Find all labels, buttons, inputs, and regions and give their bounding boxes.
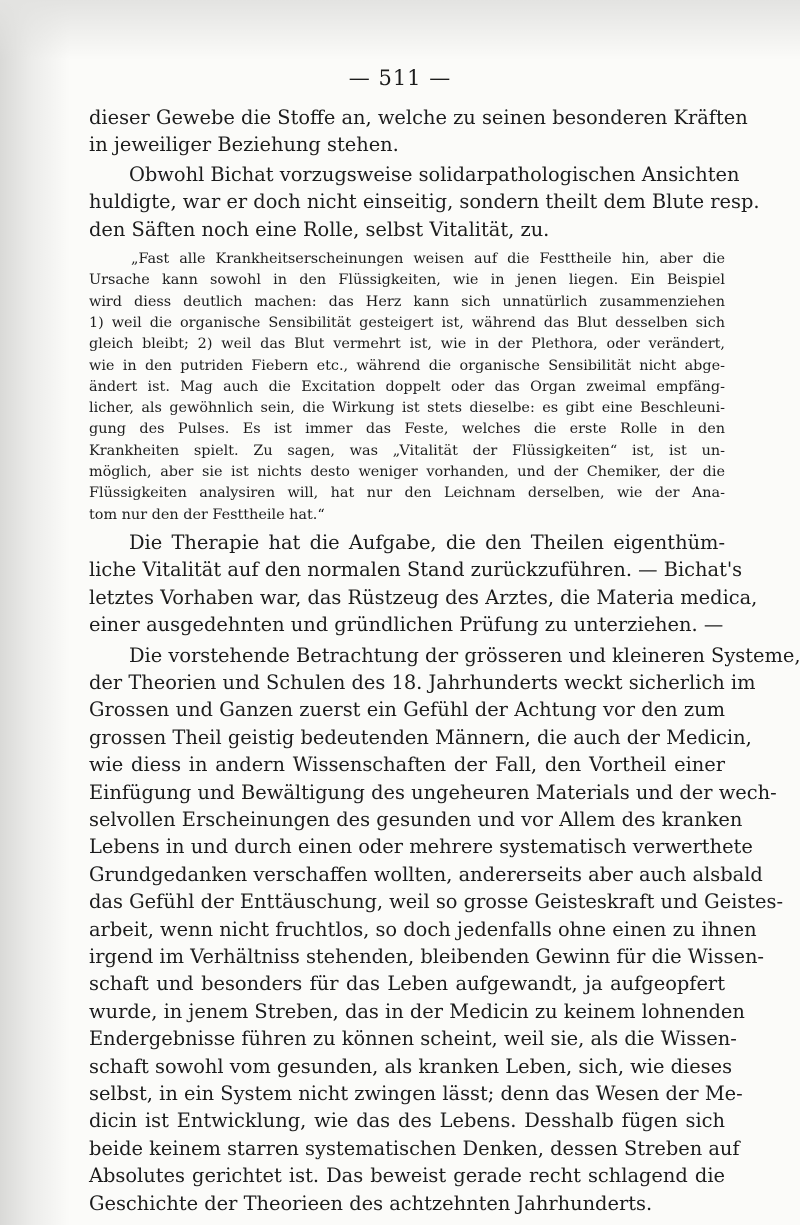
text-line: selvollen Erscheinungen des gesunden und vor Allem des kranken [89, 807, 743, 831]
text-line: Ursache kann sowohl in den Flüssigkeiten, wie in jenen liegen. Ein Beispiel [89, 272, 725, 289]
top-edge-shadow [0, 0, 800, 60]
text-line: Endergebnisse führen zu können scheint, weil sie, als die Wissen- [89, 1027, 737, 1051]
text-line: liche Vitalität auf den normalen Stand zurückzuführen. — Bichat's [89, 558, 743, 582]
text-line: Grossen und Ganzen zuerst ein Gefühl der Achtung vor den zum [89, 698, 725, 722]
text-line: Einfügung und Bewältigung des ungeheuren Materials und der wech- [89, 780, 777, 804]
text-line: das Gefühl der Enttäuschung, weil so grosse Geisteskraft und Geistes- [89, 890, 784, 914]
text-line: huldigte, war er doch nicht einseitig, sondern theilt dem Blute resp. [89, 190, 760, 214]
page-number: — 511 — [348, 66, 452, 90]
text-line: Obwohl Bichat vorzugsweise solidarpathologischen Ansichten [129, 162, 740, 186]
text-line: beide keinem starren systematischen Denken, dessen Streben auf [89, 1136, 740, 1160]
text-line: Absolutes gerichtet ist. Das beweist gerade recht schlagend die [89, 1164, 725, 1188]
text-line: wie in den putriden Fiebern etc., während die organische Sensibilität nicht abge- [89, 357, 725, 374]
text-line: der Theorien und Schulen des 18. Jahrhunderts weckt sicherlich im [89, 670, 756, 694]
text-line: wurde, in jenem Streben, das in der Medicin zu keinem lohnenden [89, 999, 745, 1023]
text-line: irgend im Verhältniss stehenden, bleibenden Gewinn für die Wissen- [89, 944, 764, 968]
text-line: Lebens in und durch einen oder mehrere systematisch verwerthete [89, 835, 753, 859]
text-line: in jeweiliger Beziehung stehen. [89, 133, 399, 157]
text-line: „Fast alle Krankheitserscheinungen weisen auf die Festtheile hin, aber die [131, 251, 725, 268]
paragraph [89, 642, 801, 1218]
text-line: grossen Theil geistig bedeutenden Männern, die auch der Medicin, [89, 725, 752, 749]
text-line: möglich, aber sie ist nichts desto weniger vorhanden, und der Chemiker, der die [89, 464, 725, 480]
text-line: Flüssigkeiten analysiren will, hat nur den Leichnam derselben, wie der Ana- [89, 485, 725, 502]
text-line: Die Therapie hat die Aufgabe, die den Theilen eigenthüm- [129, 530, 725, 554]
text-line: 1) weil die organische Sensibilität gesteigert ist, während das Blut desselben sich [89, 314, 725, 331]
text-line: wie diess in andern Wissenschaften der Fall, den Vortheil einer [89, 753, 725, 777]
text-line: schaft sowohl vom gesunden, als kranken Leben, sich, wie dieses [89, 1054, 733, 1078]
text-line: Krankheiten spielt. Zu sagen, was „Vitalität der Flüssigkeiten“ ist, ist un- [89, 442, 725, 459]
text-line: Die vorstehende Betrachtung der grösseren und kleineren Systeme, [129, 643, 801, 667]
text-line: tom nur den der Festtheile hat.“ [89, 506, 325, 523]
text-line: licher, als gewöhnlich sein, die Wirkung ist stets dieselbe: es gibt eine Beschleuni- [89, 400, 725, 417]
text-line: dieser Gewebe die Stoffe an, welche zu seinen besonderen Kräften [89, 106, 748, 129]
text-line: selbst, in ein System nicht zwingen lässt; denn das Wesen der Me- [89, 1082, 743, 1106]
text-line: dicin ist Entwicklung, wie das des Lebens. Desshalb fügen sich [89, 1109, 725, 1133]
binding-shadow [0, 0, 70, 1225]
text-line: ändert ist. Mag auch die Excitation doppelt oder das Organ zweimal empfäng- [89, 378, 725, 395]
text-line: Grundgedanken verschaffen wollten, andererseits aber auch alsbald [89, 862, 763, 886]
quotation-paragraph [89, 249, 725, 526]
text-line: gung des Pulses. Es ist immer das Feste, welches die erste Rolle in den [89, 421, 725, 438]
paragraph [89, 161, 760, 243]
text-line: gleich bleibt; 2) weil das Blut vermehrt ist, wie in der Plethora, oder verändert, [89, 336, 725, 353]
text-line: einer ausgedehnten und gründlichen Prüfung zu unterziehen. — [89, 613, 724, 637]
text-line: letztes Vorhaben war, das Rüstzeug des Arztes, die Materia medica, [89, 585, 758, 609]
text-line: arbeit, wenn nicht fruchtlos, so doch jedenfalls ohne einen zu ihnen [89, 917, 757, 941]
text-line: wird diess deutlich machen: das Herz kann sich unnatürlich zusammenziehen [89, 293, 725, 310]
body-text [89, 104, 801, 1217]
text-line: schaft und besonders für das Leben aufgewandt, ja aufgeopfert [89, 972, 725, 996]
paragraph [89, 104, 748, 159]
text-line: Geschichte der Theorieen des achtzehnten Jahrhunderts. [89, 1191, 653, 1215]
paragraph [89, 529, 758, 639]
text-line: den Säften noch eine Rolle, selbst Vitalität, zu. [89, 217, 550, 241]
